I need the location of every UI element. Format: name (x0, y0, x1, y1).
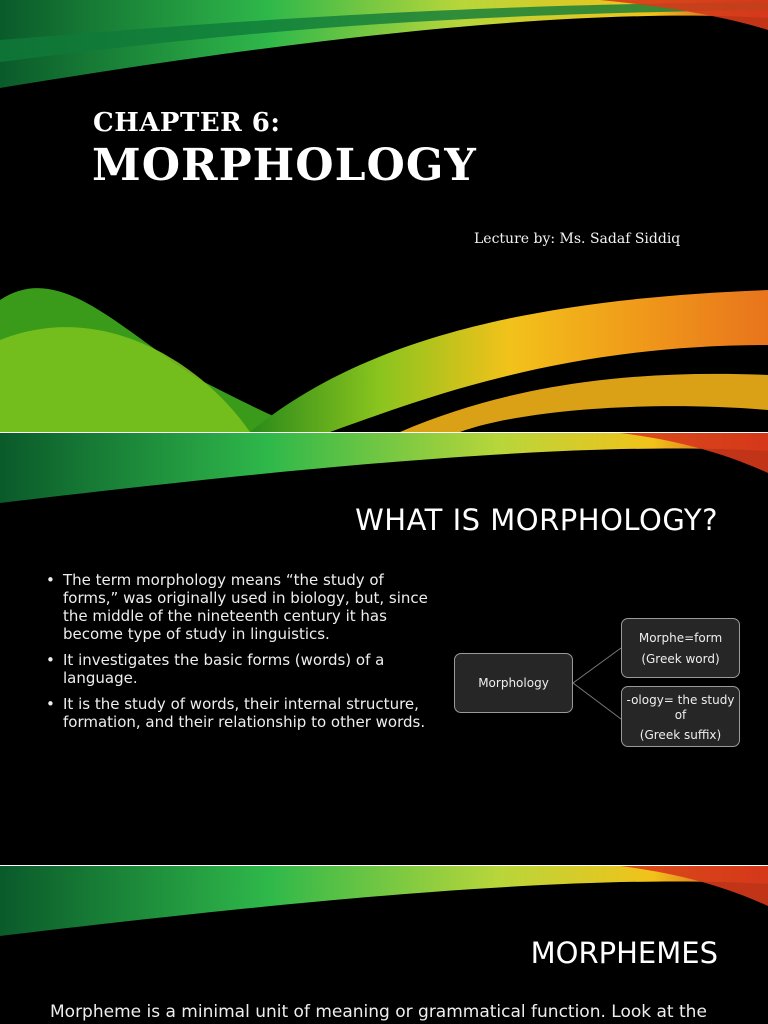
diagram-node-morphe (621, 618, 740, 678)
node-sublabel: (Greek suffix) (639, 728, 722, 742)
morphemes-slide (0, 866, 768, 1024)
bullet-item: • The term morphology means “the study of forms,” was originally used in biology, but, since the middle of the nineteenth century it has become type of study in linguistics. (46, 571, 434, 643)
body-text: Morpheme is a minimal unit of meaning or grammatical function. Look at the (50, 1002, 707, 1022)
bullet-item: • It is the study of words, their internal structure, formation, and their relationship to other words. (46, 695, 434, 731)
slide-heading: WHAT IS MORPHOLOGY? (355, 503, 718, 537)
top-swoosh-graphic (0, 0, 768, 432)
bullet-item: • It investigates the basic forms (words) of a language. (46, 651, 434, 687)
definition-slide (0, 433, 768, 865)
node-label: -ology= the study of (626, 693, 735, 722)
node-label: Morphology (478, 676, 549, 690)
slide-title: MORPHOLOGY (92, 140, 477, 191)
lecturer-credit: Lecture by: Ms. Sadaf Siddiq (474, 231, 681, 247)
diagram-connectors (573, 643, 623, 743)
chapter-label: CHAPTER 6: (93, 108, 281, 138)
slide-heading: MORPHEMES (530, 936, 718, 970)
node-sublabel: (Greek word) (641, 652, 720, 666)
title-slide (0, 0, 768, 432)
diagram-node-ology (621, 686, 740, 747)
diagram-root-node (454, 653, 573, 713)
node-label: Morphe=form (638, 631, 723, 645)
bullet-list (46, 571, 434, 739)
